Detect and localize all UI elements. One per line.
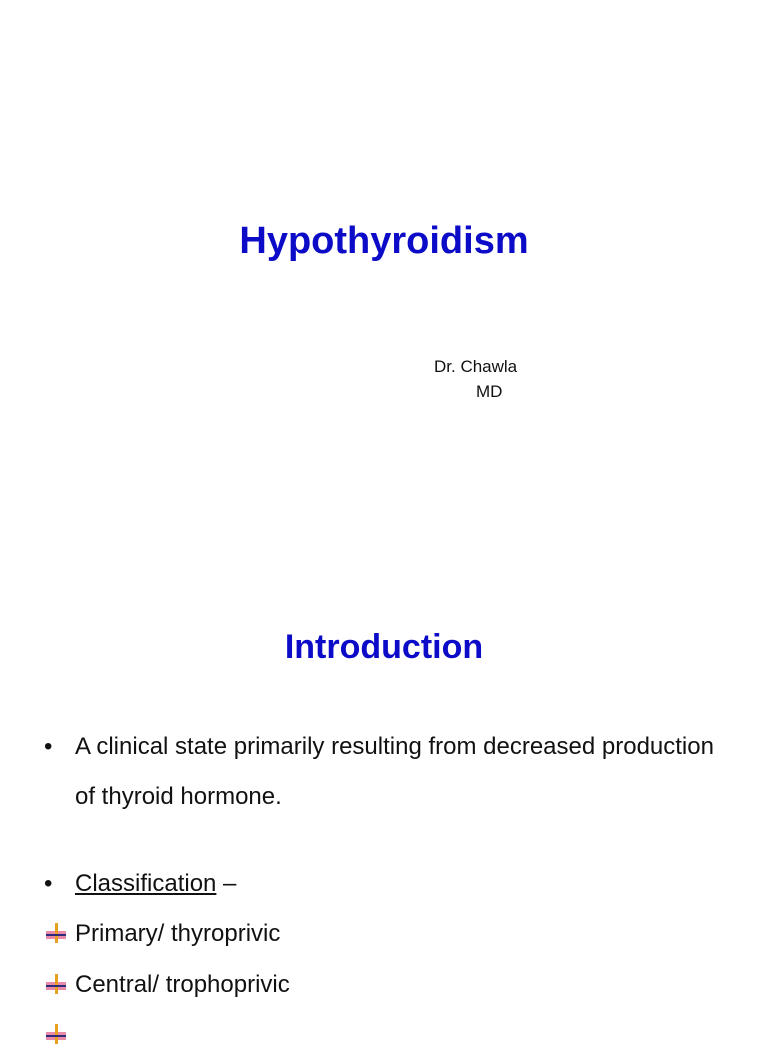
bar-chart-icon <box>46 974 66 994</box>
classification-label: Classification <box>75 870 217 897</box>
author-name: Dr. Chawla <box>434 357 518 376</box>
classification-suffix: – <box>216 870 237 897</box>
sub-item-text: Central/ trophoprivic <box>75 971 290 998</box>
introduction-slide <box>0 576 768 1024</box>
bar-chart-icon <box>46 923 66 943</box>
author-degree: MD <box>476 382 503 401</box>
slide-title: Introduction <box>284 628 484 666</box>
bullet-dot-icon: • <box>44 870 53 897</box>
bullet-definition <box>40 722 740 822</box>
sub-item-partial <box>44 1010 744 1060</box>
bullet-classification <box>40 859 740 909</box>
bar-chart-icon <box>46 1024 66 1044</box>
bullet-definition-text: A clinical state primarily resulting from decreased production of thyroid hormone. <box>75 733 714 810</box>
sub-item-central <box>44 960 744 1010</box>
bullet-dot-icon: • <box>44 733 53 760</box>
sub-item-primary <box>44 909 744 959</box>
sub-item-text: Primary/ thyroprivic <box>75 920 281 947</box>
deck-title: Hypothyroidism <box>239 220 529 262</box>
